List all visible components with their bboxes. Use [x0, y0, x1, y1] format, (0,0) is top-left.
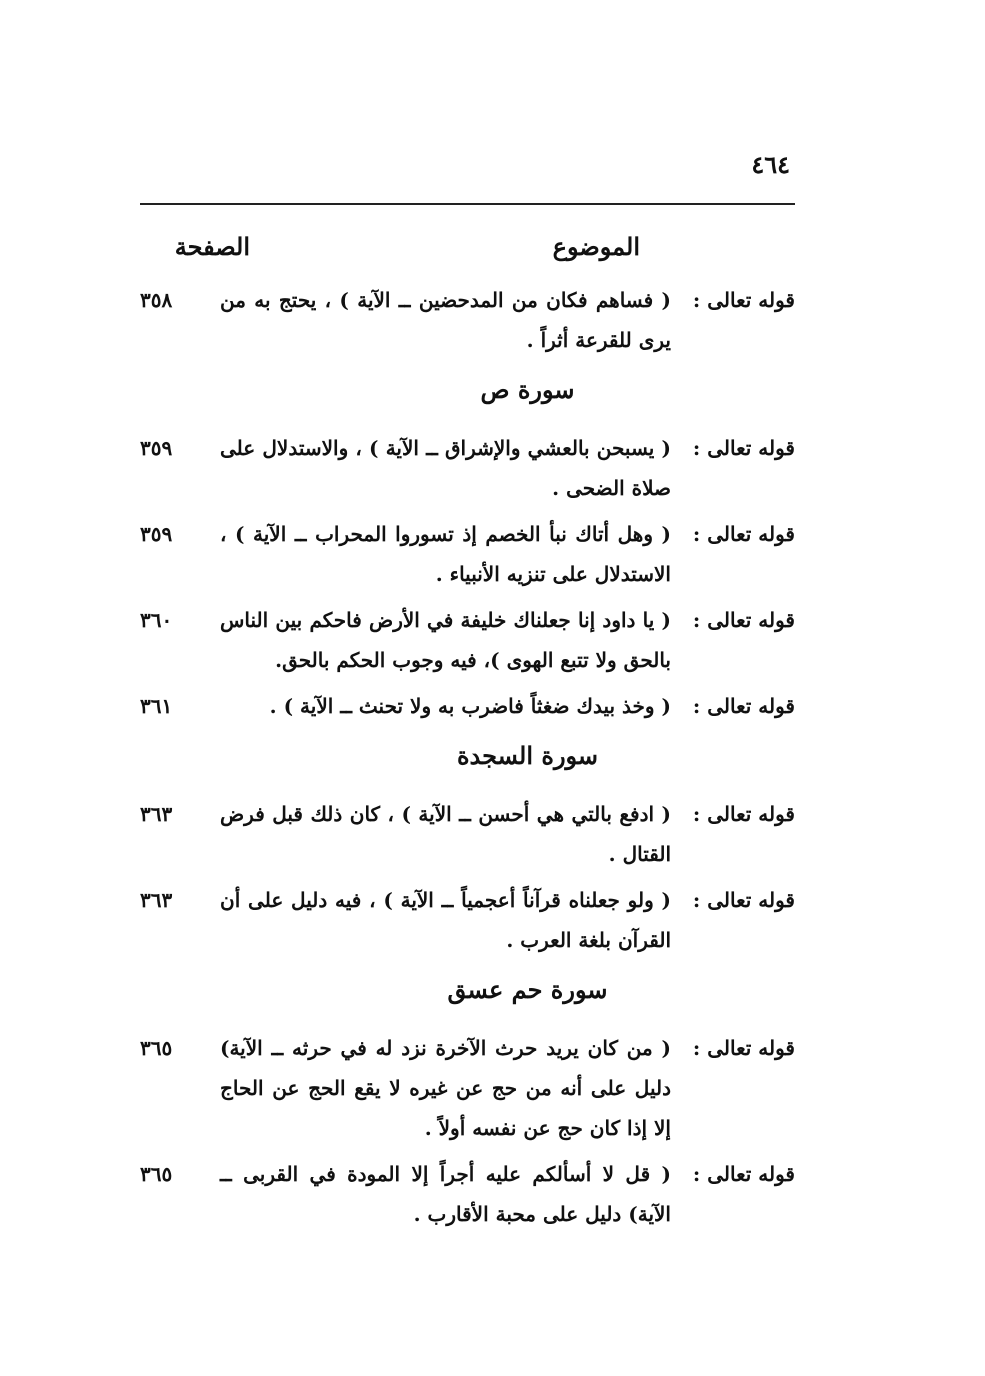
verse-intro-label: قوله تعالى :	[692, 694, 795, 718]
index-entry	[140, 280, 795, 360]
surah-heading: سورة السجدة	[456, 741, 599, 770]
entry-text: ( فساهم فكان من المدحضين ــ الآية ) ، يحتج به من يرى للقرعة أثراً .	[220, 288, 671, 352]
entry-page-number: ٣٦٥	[140, 1036, 173, 1060]
entry-page-number: ٣٦١	[140, 694, 173, 718]
header-rule	[140, 203, 795, 205]
entry-page-number: ٣٦٣	[140, 802, 173, 826]
entry-text: ( وخذ بيدك ضغثاً فاضرب به ولا تحنث ــ الآية ) .	[269, 694, 671, 718]
entry-page-number: ٣٥٨	[140, 288, 173, 312]
index-entry	[140, 1154, 795, 1234]
surah-heading: سورة ص	[480, 375, 575, 404]
page-number: ٤٦٤	[751, 150, 790, 179]
entry-text: ( من كان يريد حرث الآخرة نزد له في حرثه ــ الآية) دليل على أنه من حج عن غيره لا يقع الحج عن الحاج إلا إذا كان حج عن نفسه أولاً .	[220, 1036, 671, 1140]
entry-text: ( وهل أتاك نبأ الخصم إذ تسوروا المحراب ــ الآية ) ، الاستدلال على تنزيه الأنبياء .	[220, 522, 671, 586]
index-entry	[140, 600, 795, 680]
verse-intro-label: قوله تعالى :	[692, 888, 795, 912]
index-list	[140, 280, 795, 1240]
entry-text: ( ادفع بالتي هي أحسن ــ الآية ) ، كان ذلك قبل فرض القتال .	[220, 802, 671, 866]
entry-text: ( ولو جعلناه قرآناً أعجمياً ــ الآية ) ، فيه دليل على أن القرآن بلغة العرب .	[220, 888, 671, 952]
entry-page-number: ٣٦٠	[140, 608, 173, 632]
verse-intro-label: قوله تعالى :	[692, 436, 795, 460]
entry-page-number: ٣٦٣	[140, 888, 173, 912]
entry-text: ( قل لا أسألكم عليه أجراً إلا المودة في القربى ــ الآية) دليل على محبة الأقارب .	[220, 1162, 671, 1226]
entry-page-number: ٣٦٥	[140, 1162, 173, 1186]
entry-page-number: ٣٥٩	[140, 522, 173, 546]
verse-intro-label: قوله تعالى :	[692, 288, 795, 312]
entry-text: ( يسبحن بالعشي والإشراق ــ الآية ) ، والاستدلال على صلاة الضحى .	[220, 436, 671, 500]
topic-column-header: الموضوع	[552, 232, 640, 261]
index-entry	[140, 686, 795, 726]
verse-intro-label: قوله تعالى :	[692, 1036, 795, 1060]
entry-text: ( يا داود إنا جعلناك خليفة في الأرض فاحكم بين الناس بالحق ولا تتبع الهوى )، فيه وجوب الحكم بالحق.	[220, 608, 671, 672]
verse-intro-label: قوله تعالى :	[692, 1162, 795, 1186]
surah-heading: سورة حم عسق	[447, 975, 608, 1004]
verse-intro-label: قوله تعالى :	[692, 522, 795, 546]
index-entry	[140, 794, 795, 874]
index-entry	[140, 428, 795, 508]
entry-page-number: ٣٥٩	[140, 436, 173, 460]
index-entry	[140, 514, 795, 594]
verse-intro-label: قوله تعالى :	[692, 802, 795, 826]
index-entry	[140, 880, 795, 960]
page-column-header: الصفحة	[174, 232, 250, 261]
verse-intro-label: قوله تعالى :	[692, 608, 795, 632]
index-entry	[140, 1028, 795, 1148]
